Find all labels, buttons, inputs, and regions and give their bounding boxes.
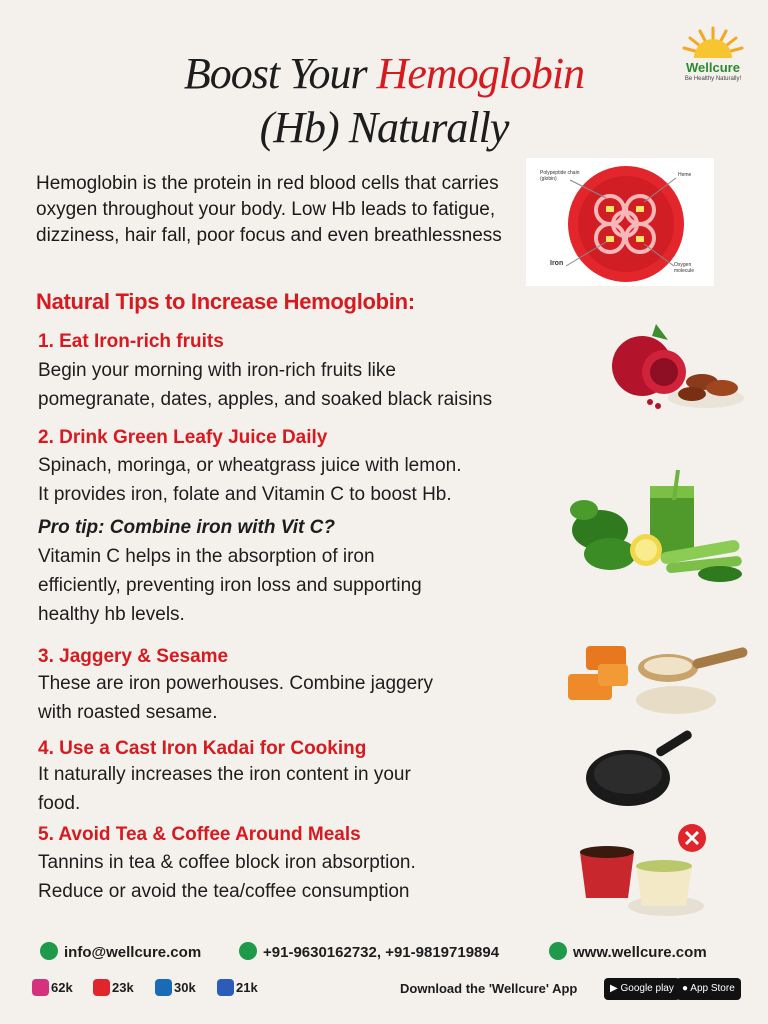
green-juice-illustration <box>570 470 746 586</box>
play-icon: ▶ <box>610 983 618 994</box>
instagram-icon <box>32 979 49 996</box>
whatsapp-icon <box>239 942 257 960</box>
sun-icon <box>676 22 750 62</box>
tip-2-title: 2. Drink Green Leafy Juice Daily <box>38 427 328 448</box>
tip-1-line-1: Begin your morning with iron-rich fruits like <box>38 360 396 381</box>
linkedin-link[interactable] <box>155 980 196 997</box>
pro-tip-line-2: efficiently, preventing iron loss and supporting <box>38 575 422 596</box>
intro-paragraph: Hemoglobin is the protein in red blood cells that carries oxygen throughout your body. Low Hb leads to fatigue, dizziness, hair fall, poor focus and even breathlessness <box>36 173 502 246</box>
pro-tip-title: Pro tip: Combine iron with Vit C? <box>38 517 335 538</box>
fruits-illustration <box>606 318 746 414</box>
linkedin-icon <box>155 979 172 996</box>
phone-text: +91-9630162732, +91-9819719894 <box>263 944 500 961</box>
page-title-line-2: (Hb) Naturally <box>259 103 509 152</box>
tip-3-line-2: with roasted sesame. <box>38 702 218 723</box>
section-heading: Natural Tips to Increase Hemoglobin: <box>36 289 415 314</box>
tip-1-line-2: pomegranate, dates, apples, and soaked black raisins <box>38 389 493 410</box>
page-title-line-1 <box>0 48 768 100</box>
tip-2-body <box>38 451 461 509</box>
tip-5-title: 5. Avoid Tea & Coffee Around Meals <box>38 824 361 845</box>
tip-4-line-1: It naturally increases the iron content in your <box>38 764 411 785</box>
tea-coffee-illustration <box>574 822 714 922</box>
linkedin-count: 30k <box>174 980 196 995</box>
website-contact[interactable] <box>549 944 707 962</box>
website-text: www.wellcure.com <box>573 944 707 961</box>
apple-icon: ● <box>682 983 689 994</box>
youtube-icon <box>93 979 110 996</box>
app-store-label: App Store <box>690 983 735 994</box>
label-polypeptide: Polypeptide chain (globin) <box>540 170 580 182</box>
download-app-text: Download the 'Wellcure' App <box>400 981 578 996</box>
email-text: info@wellcure.com <box>64 944 202 961</box>
facebook-icon <box>217 979 234 996</box>
label-heme: Heme <box>678 172 692 178</box>
tip-4-body <box>38 760 411 818</box>
title-highlight: Hemoglobin <box>376 49 585 98</box>
google-play-badge[interactable] <box>604 978 680 1000</box>
title-prefix: Boost Your <box>183 49 377 98</box>
tip-2-line-2: It provides iron, folate and Vitamin C to boost Hb. <box>38 484 452 505</box>
tip-3-body <box>38 669 433 727</box>
youtube-count: 23k <box>112 980 134 995</box>
jaggery-sesame-illustration <box>566 638 750 718</box>
logo-name: Wellcure <box>686 60 740 75</box>
label-iron: Iron <box>550 260 564 267</box>
tip-3-line-1: These are iron powerhouses. Combine jaggery <box>38 673 433 694</box>
email-icon <box>40 942 58 960</box>
wellcure-logo <box>676 22 750 92</box>
email-contact[interactable] <box>40 944 201 962</box>
label-oxygen: Oxygen molecule <box>674 262 695 274</box>
tip-5-line-1: Tannins in tea & coffee block iron absorption. <box>38 852 416 873</box>
tip-4-line-2: food. <box>38 793 81 814</box>
tip-5-body <box>38 848 416 906</box>
tip-4-title: 4. Use a Cast Iron Kadai for Cooking <box>38 738 367 759</box>
facebook-link[interactable] <box>217 980 258 997</box>
tip-3-title: 3. Jaggery & Sesame <box>38 646 229 667</box>
tip-1-body <box>38 356 492 414</box>
tip-5-line-2: Reduce or avoid the tea/coffee consumption <box>38 881 410 902</box>
logo-tagline: Be Healthy Naturally! <box>684 76 742 82</box>
hemoglobin-diagram <box>526 158 714 286</box>
instagram-count: 62k <box>51 980 73 995</box>
instagram-link[interactable] <box>32 980 73 997</box>
tip-1-title: 1. Eat Iron-rich fruits <box>38 331 224 352</box>
pro-tip-body <box>38 542 422 629</box>
app-store-badge[interactable] <box>676 978 741 1000</box>
tip-2-line-1: Spinach, moringa, or wheatgrass juice with lemon. <box>38 455 462 476</box>
youtube-link[interactable] <box>93 980 134 997</box>
facebook-count: 21k <box>236 980 258 995</box>
pro-tip-line-3: healthy hb levels. <box>38 604 185 625</box>
globe-icon <box>549 942 567 960</box>
google-play-label: Google play <box>620 983 674 994</box>
pro-tip-line-1: Vitamin C helps in the absorption of iron <box>38 546 375 567</box>
phone-contact[interactable] <box>239 944 499 962</box>
cast-iron-kadai-illustration <box>584 722 694 814</box>
